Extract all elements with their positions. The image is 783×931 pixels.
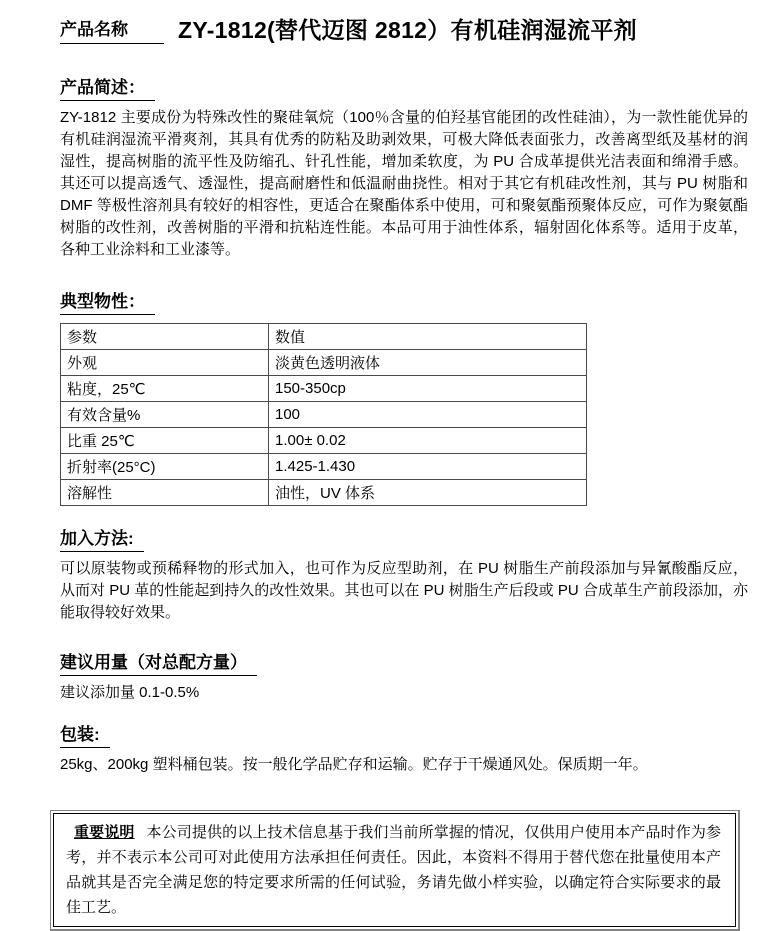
- section-intro: [60, 73, 748, 261]
- table-cell-value: 100: [269, 402, 587, 428]
- table-row: [61, 480, 587, 506]
- important-notice-inner: [53, 813, 736, 927]
- notice-body: 本公司提供的以上技术信息基于我们当前所掌握的情况，仅供用户使用本产品时作为参考，并不表示本公司可对此使用方法承担任何责任。因此，本资料不得用于替代您在批量使用本产品就其是否完全满足您的特定要求所需的任何试验，务请先做小样实验，以确定符合实际要求的最佳工艺。: [66, 824, 721, 916]
- method-paragraph: 可以原装物或预稀释物的形式加入，也可作为反应型助剂，在 PU 树脂生产前段添加与异氰酸酯反应，从而对 PU 革的性能起到持久的改性效果。其也可以在 PU 树脂生产后段或 PU 合成革生产前段添加，亦能取得较好效果。: [60, 560, 748, 621]
- table-header-value: 数值: [269, 324, 587, 350]
- table-cell-value: 淡黄色透明液体: [269, 350, 587, 376]
- section-heading-method: 加入方法:: [60, 524, 144, 552]
- section-heading-dosage: 建议用量（对总配方量）: [60, 648, 257, 676]
- dosage-paragraph: 建议添加量 0.1-0.5%: [60, 684, 200, 701]
- section-method: [60, 524, 748, 624]
- document-header: [60, 12, 748, 45]
- section-dosage: [60, 648, 748, 704]
- section-properties: [60, 287, 748, 506]
- table-header-parameter: 参数: [61, 324, 269, 350]
- table-cell-parameter: 折射率(25°C): [61, 454, 269, 480]
- section-heading-properties: 典型物性：: [60, 287, 155, 315]
- table-cell-parameter: 外观: [61, 350, 269, 376]
- packaging-paragraph: 25kg、200kg 塑料桶包装。按一般化学品贮存和运输。贮存于干燥通风处。保质期一年。: [60, 756, 648, 773]
- table-cell-value: 1.00± 0.02: [269, 428, 587, 454]
- table-row: [61, 454, 587, 480]
- page-title: ZY-1812(替代迈图 2812）有机硅润湿流平剂: [178, 17, 637, 43]
- table-row: [61, 350, 587, 376]
- properties-table: [60, 323, 587, 506]
- table-header-row: [61, 324, 587, 350]
- intro-paragraph: ZY-1812 主要成份为特殊改性的聚硅氧烷（100％含量的伯羟基官能团的改性硅油），为一款性能优异的有机硅润湿流平滑爽剂，其具有优秀的防粘及助剥效果，可极大降低表面张力，改善离型纸及基材的润湿性，提高树脂的流平性及防缩孔、针孔性能，增加柔软度，为 PU 合成革提供光洁表面和绵滑手感。其还可以提高透气、透湿性，提高耐磨性和低温耐曲挠性。相对于其它有机硅改性剂，其与 PU 树脂和 DMF 等极性溶剂具有较好的相容性，更适合在聚酯体系中使用，可和聚氨酯预聚体反应，可作为聚氨酯树脂的改性剂，改善树脂的平滑和抗粘连性能。本品可用于油性体系，辐射固化体系等。适用于皮革，各种工业涂料和工业漆等。: [60, 109, 748, 258]
- table-cell-value: 油性，UV 体系: [269, 480, 587, 506]
- table-cell-parameter: 溶解性: [61, 480, 269, 506]
- notice-paragraph: [66, 820, 721, 920]
- product-name-label: 产品名称: [60, 13, 164, 44]
- table-row: [61, 428, 587, 454]
- section-heading-intro: 产品简述：: [60, 73, 155, 101]
- table-cell-parameter: 有效含量%: [61, 402, 269, 428]
- table-cell-value: 1.425-1.430: [269, 454, 587, 480]
- section-packaging: [60, 720, 748, 776]
- section-heading-packaging: 包装:: [60, 720, 110, 748]
- table-row: [61, 376, 587, 402]
- table-cell-value: 150-350cp: [269, 376, 587, 402]
- table-cell-parameter: 粘度，25℃: [61, 376, 269, 402]
- important-notice-box: [50, 810, 740, 931]
- table-row: [61, 402, 587, 428]
- table-cell-parameter: 比重 25℃: [61, 428, 269, 454]
- notice-heading: 重要说明: [74, 824, 135, 841]
